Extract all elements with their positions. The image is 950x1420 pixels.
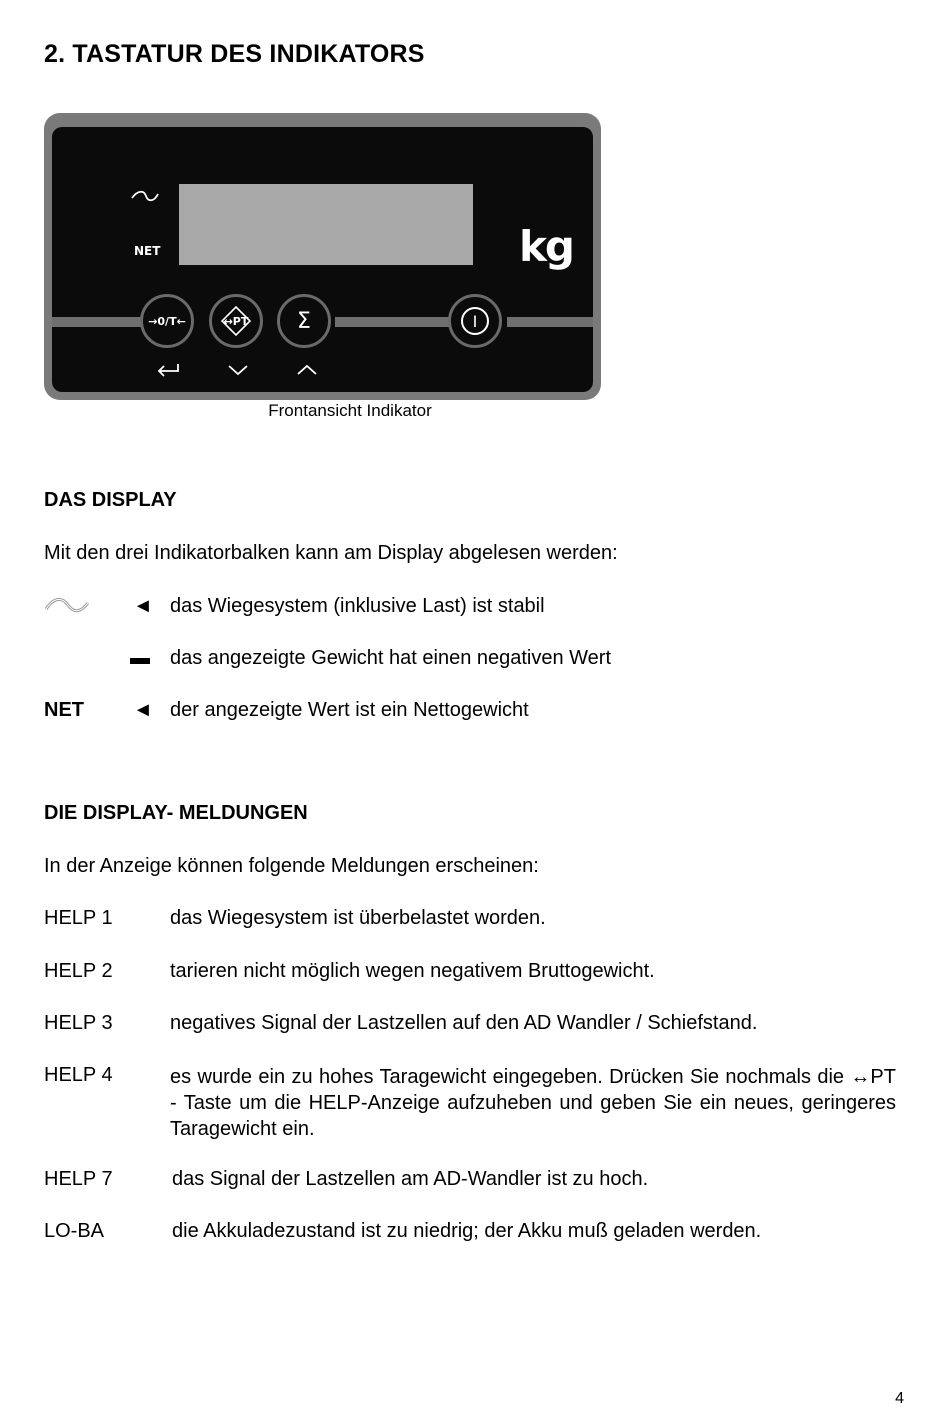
- panel-stripe-right: [507, 317, 593, 327]
- indicator-face: [52, 127, 593, 392]
- sum-button-label: Σ: [297, 308, 311, 334]
- display-item-marker: ◄: [133, 595, 153, 617]
- messages-section-intro: In der Anzeige können folgende Meldungen erscheinen:: [44, 855, 539, 877]
- display-item-label: NET: [44, 699, 84, 721]
- message-code: HELP 4: [44, 1064, 113, 1086]
- display-item-text: der angezeigte Wert ist ein Nettogewicht: [170, 699, 529, 721]
- power-button[interactable]: [448, 294, 502, 348]
- message-text: das Wiegesystem ist überbelastet worden.: [170, 907, 546, 929]
- message-text: negatives Signal der Lastzellen auf den AD Wandler / Schiefstand.: [170, 1012, 758, 1034]
- display-item-marker: ◄: [133, 699, 153, 721]
- chevron-down-icon: [227, 363, 249, 377]
- message-code: HELP 3: [44, 1012, 113, 1034]
- display-item-text: das angezeigte Gewicht hat einen negativen Wert: [170, 647, 612, 669]
- preset-tare-button-label: ↔PT: [223, 314, 249, 328]
- message-text: das Signal der Lastzellen am AD-Wandler ist zu hoch.: [172, 1168, 649, 1190]
- panel-stripe-left: [52, 317, 142, 327]
- preset-tare-button[interactable]: [209, 294, 263, 348]
- zero-tare-button-label: →0/T←: [148, 314, 186, 328]
- zero-tare-button[interactable]: [140, 294, 194, 348]
- display-item-marker: ▬: [130, 647, 150, 669]
- sum-button[interactable]: [277, 294, 331, 348]
- enter-arrow-icon: [155, 361, 181, 377]
- page-title: 2. TASTATUR DES INDIKATORS: [44, 40, 425, 68]
- unit-label: kg: [519, 222, 573, 271]
- stability-wave-icon: [130, 189, 160, 203]
- message-code: LO-BA: [44, 1220, 105, 1242]
- stability-wave-icon: [44, 595, 92, 615]
- weight-display-screen: [179, 184, 473, 265]
- display-item-text: das Wiegesystem (inklusive Last) ist stabil: [170, 595, 545, 617]
- page-number: 4: [895, 1390, 904, 1407]
- message-text: es wurde ein zu hohes Taragewicht eingegeben. Drücken Sie nochmals die ↔PT - Taste um die HELP-Anzeige aufzuheben und geben Sie ein neues, geringeres Taragewicht ein.: [170, 1066, 896, 1140]
- message-code: HELP 1: [44, 907, 113, 929]
- message-text: tarieren nicht möglich wegen negativem Bruttogewicht.: [170, 960, 655, 982]
- message-code: HELP 7: [44, 1168, 113, 1190]
- display-section-title: DAS DISPLAY: [44, 489, 177, 511]
- message-code: HELP 2: [44, 960, 113, 982]
- panel-stripe-middle: [335, 317, 455, 327]
- message-text: die Akkuladezustand ist zu niedrig; der Akku muß geladen werden.: [172, 1220, 762, 1242]
- messages-section-title: DIE DISPLAY- MELDUNGEN: [44, 802, 308, 824]
- figure-caption: Frontansicht Indikator: [268, 401, 432, 420]
- display-section-intro: Mit den drei Indikatorbalken kann am Display abgelesen werden:: [44, 542, 618, 564]
- net-indicator-label: NET: [134, 244, 161, 258]
- power-button-label: I: [472, 311, 478, 331]
- chevron-up-icon: [296, 363, 318, 377]
- indicator-front-panel: [44, 113, 601, 400]
